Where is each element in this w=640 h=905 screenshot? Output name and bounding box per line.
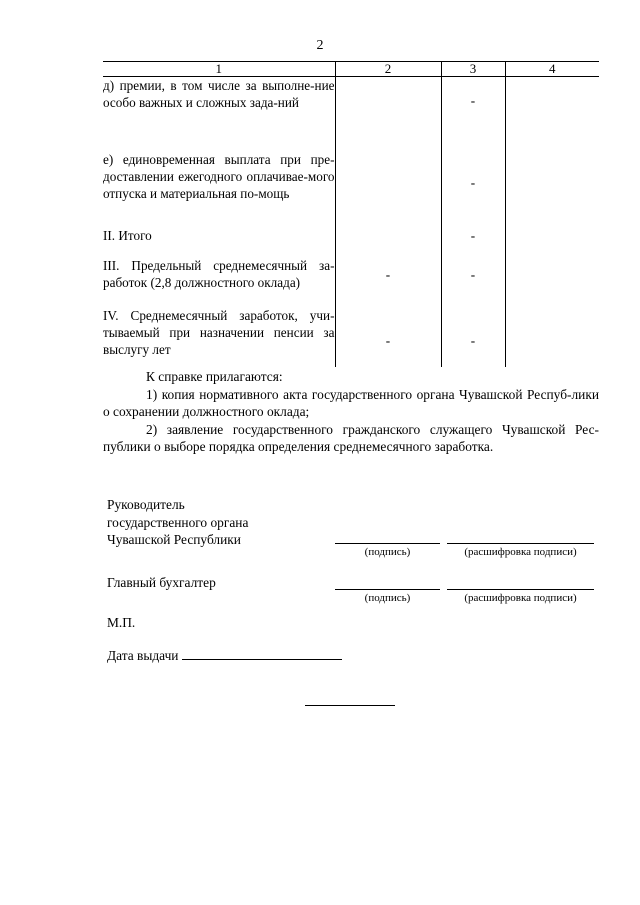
table-row <box>103 77 599 151</box>
row-value <box>335 77 441 151</box>
row-value: - <box>441 227 505 257</box>
attachment-item: 2) заявление государственного гражданского служащего Чувашской Рес-публики о выборе порядка определения среднемесячного заработка. <box>103 421 599 455</box>
row-value <box>505 307 599 367</box>
head-signature-label <box>107 496 248 549</box>
row-label: д) премии, в том числе за выполне-ние особо важных и сложных зада-ний <box>103 78 335 110</box>
attachments-intro: К справке прилагаются: <box>146 369 283 384</box>
row-value <box>441 257 505 307</box>
table-row <box>103 227 599 257</box>
page-number: 2 <box>316 38 324 53</box>
issue-date <box>107 647 342 665</box>
accountant-signature-line <box>335 589 440 590</box>
table-row <box>103 307 599 367</box>
column-header: 2 <box>335 62 441 77</box>
signature-caption: (подпись) <box>364 592 411 604</box>
cell-value: - <box>470 93 476 108</box>
end-of-document-line <box>305 705 395 706</box>
row-value <box>441 77 505 151</box>
issue-date-label: Дата выдачи <box>107 648 179 663</box>
decode-caption: (расшифровка подписи) <box>464 592 577 604</box>
cell-value: - <box>470 332 476 348</box>
accountant-decode-line <box>447 589 594 590</box>
table-row <box>103 257 599 307</box>
row-value <box>441 307 505 367</box>
head-title-line: Чувашской Республики <box>107 532 241 548</box>
cell-value: - <box>385 332 391 348</box>
table-header-row <box>103 62 599 77</box>
salary-table <box>103 61 599 367</box>
row-value <box>335 227 441 257</box>
column-header: 3 <box>441 62 505 77</box>
row-label: е) единовременная выплата при пре-доставлении ежегодного оплачивае-мого отпуска и материальная по-мощь <box>103 151 335 201</box>
row-value <box>335 257 441 307</box>
row-value <box>505 151 599 227</box>
row-value <box>335 307 441 367</box>
cell-value: - <box>385 266 391 282</box>
row-value <box>505 227 599 257</box>
cell-value: - <box>470 266 476 282</box>
accountant-label: Главный бухгалтер <box>107 575 216 590</box>
row-label: IV. Среднемесячный заработок, учи-тываемый при назначении пенсии за выслугу лет <box>103 307 335 357</box>
head-decode-line <box>447 543 594 544</box>
column-header: 4 <box>505 62 599 77</box>
row-label: III. Предельный среднемесячный за-работок (2,8 должностного оклада) <box>103 257 335 290</box>
decode-caption: (расшифровка подписи) <box>464 546 577 558</box>
head-title-line: государственного органа <box>107 514 249 530</box>
table-row <box>103 151 599 227</box>
cell-value: - <box>470 174 476 190</box>
column-header: 1 <box>103 62 335 77</box>
row-value <box>505 257 599 307</box>
head-signature-line <box>335 543 440 544</box>
row-value <box>335 151 441 227</box>
head-title-line: Руководитель <box>107 497 185 512</box>
attachments-note <box>103 368 599 456</box>
issue-date-line <box>182 647 342 660</box>
row-value <box>441 151 505 227</box>
row-label: II. Итого <box>103 227 152 243</box>
signature-caption: (подпись) <box>364 546 411 558</box>
row-value <box>505 77 599 151</box>
attachment-item: 1) копия нормативного акта государственного органа Чувашской Респуб-лики о сохранении должностного оклада; <box>103 386 599 420</box>
stamp-placeholder: М.П. <box>107 615 136 630</box>
